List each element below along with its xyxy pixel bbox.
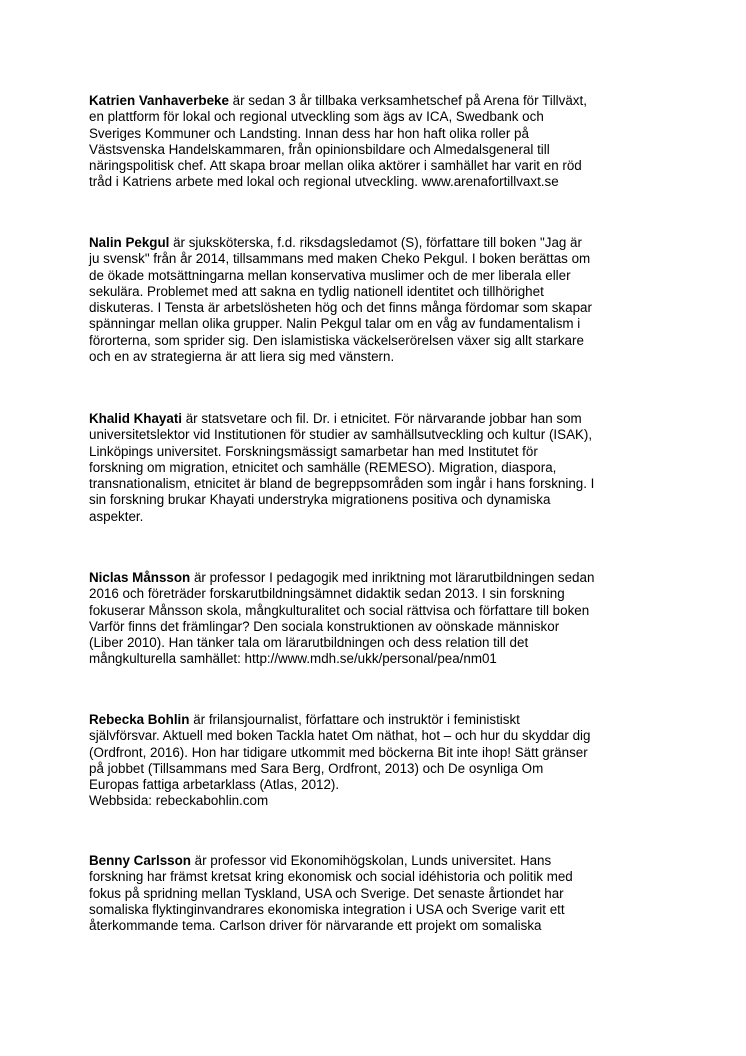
bio-line: Benny Carlsson är professor vid Ekonomihögskolan, Lunds universitet. Hans xyxy=(89,853,552,868)
bio-name: Khalid Khayati xyxy=(89,411,183,426)
bio-line: sekulära. Problemet med att sakna en tydlig nationell identitet och tillhörighet xyxy=(89,283,544,299)
bio-line: somaliska flyktinginvandrares ekonomiska integration i USA och Sverige varit ett xyxy=(89,901,565,917)
bio-line: 2016 och företräder forskarutbildningsämnet didaktik sedan 2013. I sin forskning xyxy=(89,586,565,602)
bio-niclas-mansson xyxy=(89,570,669,668)
bio-name: Rebecka Bohlin xyxy=(89,712,190,727)
bio-rebecka-bohlin xyxy=(89,712,669,810)
bio-name: Benny Carlsson xyxy=(89,853,191,868)
bio-line: Sveriges Kommuner och Landsting. Innan dess har hon haft olika roller på xyxy=(89,125,529,141)
bio-line: transnationalism, etnicitet är bland de begreppsområden som ingår i hans forskning. I xyxy=(89,476,595,492)
bio-line: Niclas Månsson är professor I pedagogik med inriktning mot lärarutbildningen sedan xyxy=(89,570,595,585)
bio-line: en plattform för lokal och regional utveckling som ägs av ICA, Swedbank och xyxy=(89,109,544,125)
bio-line: fokuserar Månsson skola, mångkulturalitet och social rättvisa och författare till boken xyxy=(89,602,590,618)
bio-katrien-vanhaverbeke xyxy=(89,93,669,191)
bio-line: forskning om migration, etnicitet och samhälle (REMESO). Migration, diaspora, xyxy=(89,459,557,475)
bio-nalin-pekgul xyxy=(89,235,669,365)
bio-khalid-khayati xyxy=(89,411,669,525)
bio-line: förorterna, som sprider sig. Den islamistiska väckelserörelsen växer sig allt starkare xyxy=(89,332,584,348)
bio-line: tråd i Katriens arbete med lokal och regional utveckling. www.arenafortillvaxt.se xyxy=(89,174,559,190)
bio-line: Varför finns det främlingar? Den sociala konstruktionen av oönskade människor xyxy=(89,618,560,634)
bio-line: Nalin Pekgul är sjuksköterska, f.d. riksdagsledamot (S), författare till boken "Jag är xyxy=(89,235,582,250)
bio-name: Niclas Månsson xyxy=(89,570,191,585)
bio-line: Katrien Vanhaverbeke är sedan 3 år tillbaka verksamhetschef på Arena för Tillväxt, xyxy=(89,93,587,108)
bio-line: ju svensk" från år 2014, tillsammans med maken Cheko Pekgul. I boken berättas om xyxy=(89,251,591,267)
bio-website: Webbsida: rebeckabohlin.com xyxy=(89,793,269,809)
bio-line: Linköpings universitet. Forskningsmässigt samarbetar han med Institutet för xyxy=(89,443,538,459)
bio-line: mångkulturella samhället: http://www.mdh.se/ukk/personal/pea/nm01 xyxy=(89,651,497,667)
bio-line: (Ordfront, 2016). Hon har tidigare utkommit med böckerna Bit inte ihop! Sätt gränser xyxy=(89,744,588,760)
bio-line: Rebecka Bohlin är frilansjournalist, författare och instruktör i feministiskt xyxy=(89,712,520,727)
bio-line: fokus på spridning mellan Tyskland, USA och Sverige. Det senaste årtiondet har xyxy=(89,885,564,901)
bio-line: sin forskning brukar Khayati understryka migrationens positiva och dynamiska xyxy=(89,492,551,508)
bio-line: och en av strategierna är att liera sig med vänstern. xyxy=(89,349,395,365)
bio-line: (Liber 2010). Han tänker tala om lärarutbildningen och dess relation till det xyxy=(89,635,529,651)
bio-line: Europas fattiga arbetarklass (Atlas, 2012). xyxy=(89,777,340,793)
bio-line: näringspolitisk chef. Att skapa broar mellan olika aktörer i samhället har varit en röd xyxy=(89,158,582,174)
bio-line: de ökade motsättningarna mellan konservativa muslimer och de mer liberala eller xyxy=(89,267,571,283)
bio-line: diskuteras. I Tensta är arbetslösheten hög och det finns många fördomar som skapar xyxy=(89,300,592,316)
bio-benny-carlsson xyxy=(89,853,669,934)
bio-line: spänningar mellan olika grupper. Nalin Pekgul talar om en våg av fundamentalism i xyxy=(89,316,581,332)
bio-line: självförsvar. Aktuell med boken Tackla hatet Om näthat, hot – och hur du skyddar dig xyxy=(89,728,591,744)
bio-line: återkommande tema. Carlson driver för närvarande ett projekt om somaliska xyxy=(89,918,542,934)
bio-line: på jobbet (Tillsammans med Sara Berg, Ordfront, 2013) och De osynliga Om xyxy=(89,760,544,776)
bio-name: Katrien Vanhaverbeke xyxy=(89,93,229,108)
bio-name: Nalin Pekgul xyxy=(89,235,170,250)
bio-line: Västsvenska Handelskammaren, från opinionsbildare och Almedalsgeneral till xyxy=(89,141,550,157)
bio-line: aspekter. xyxy=(89,508,144,524)
bio-line: universitetslektor vid Institutionen för studier av samhällsutveckling och kultur (ISAK), xyxy=(89,427,593,443)
bio-line: Khalid Khayati är statsvetare och fil. Dr. i etnicitet. För närvarande jobbar han som xyxy=(89,411,582,426)
bio-line: forskning har främst kretsat kring ekonomisk och social idéhistoria och politik med xyxy=(89,869,573,885)
